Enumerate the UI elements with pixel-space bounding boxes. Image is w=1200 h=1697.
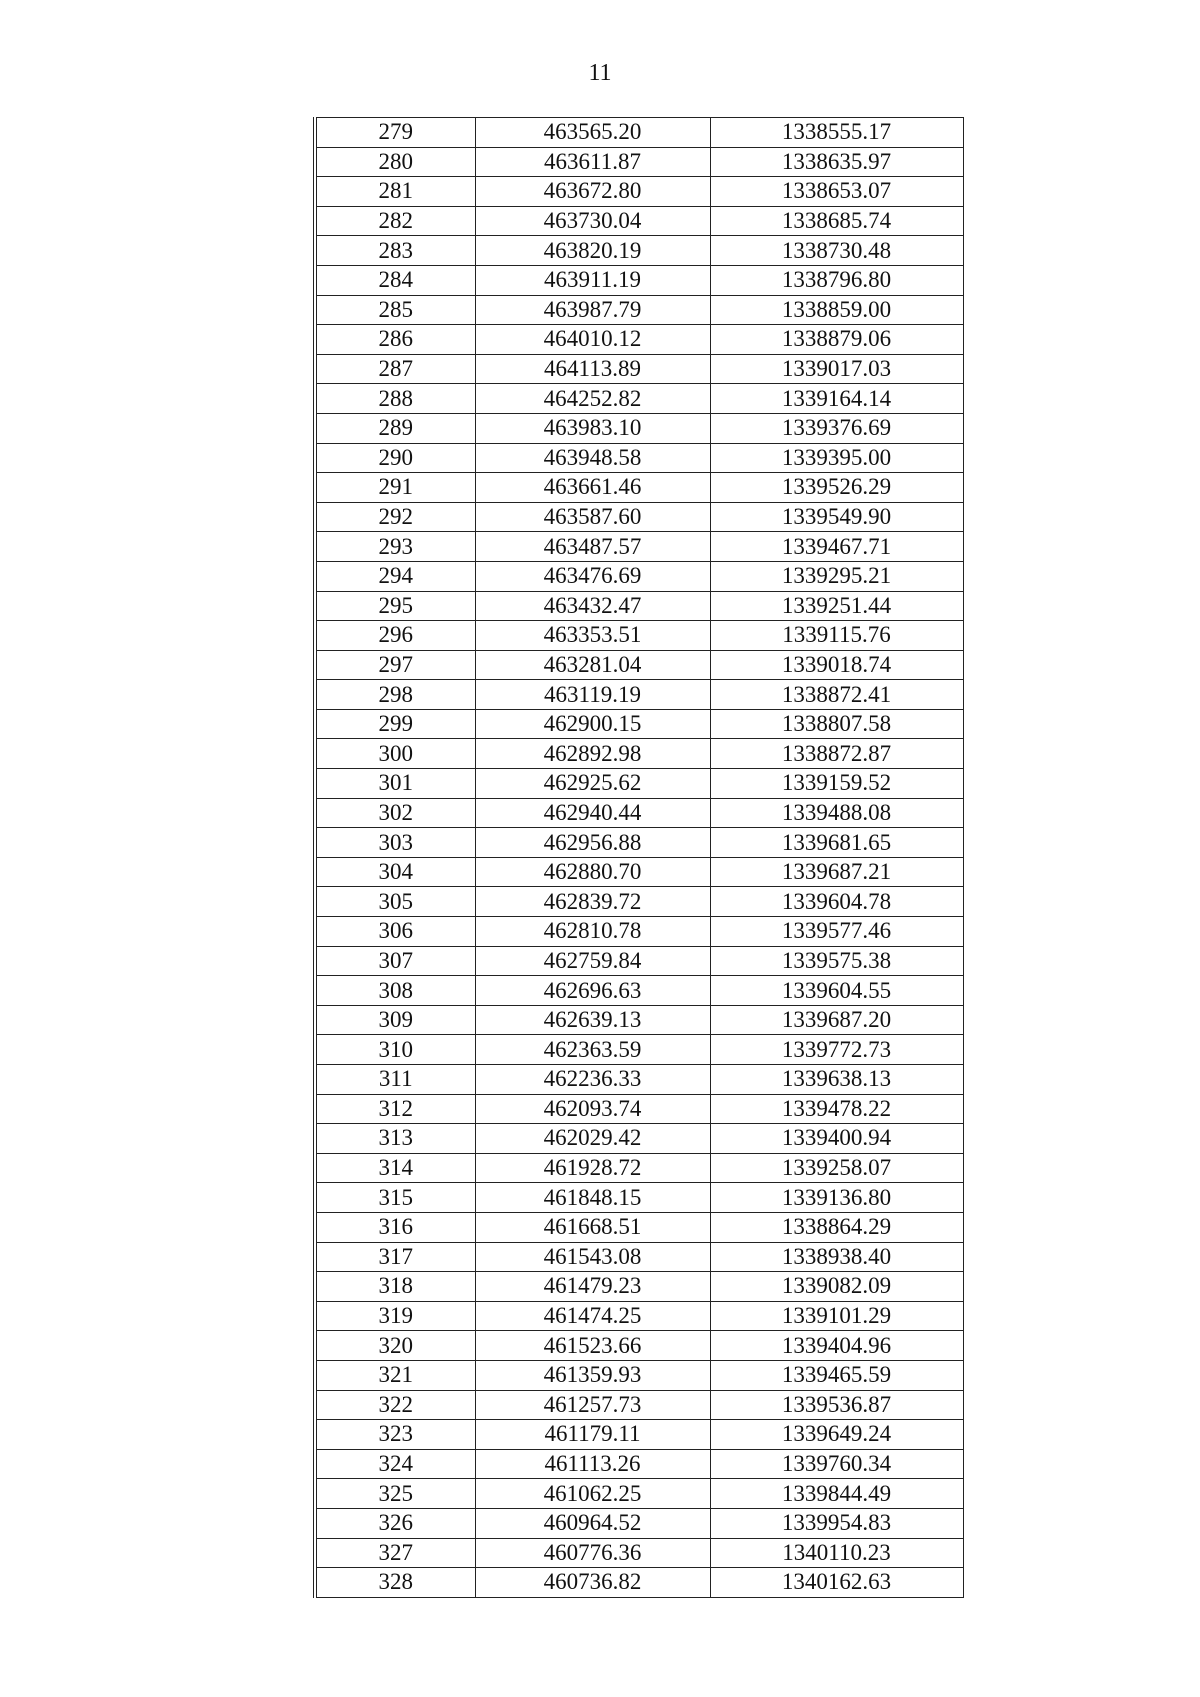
y-coordinate-cell: 1339577.46 [710,917,963,947]
y-coordinate-cell: 1339258.07 [710,1153,963,1183]
point-number-cell: 282 [315,206,475,236]
point-number-cell: 303 [315,828,475,858]
table-row [315,295,963,325]
x-coordinate-cell: 462093.74 [475,1094,710,1124]
table-row [315,946,963,976]
point-number-cell: 292 [315,502,475,532]
point-number-cell: 313 [315,1124,475,1154]
y-coordinate-cell: 1339549.90 [710,502,963,532]
y-coordinate-cell: 1339844.49 [710,1479,963,1509]
x-coordinate-cell: 463587.60 [475,502,710,532]
x-coordinate-cell: 463911.19 [475,265,710,295]
point-number-cell: 309 [315,1005,475,1035]
y-coordinate-cell: 1339604.78 [710,887,963,917]
coordinates-table-body [315,118,963,1598]
y-coordinate-cell: 1339526.29 [710,473,963,503]
coordinates-table [313,117,964,1598]
x-coordinate-cell: 463820.19 [475,236,710,266]
y-coordinate-cell: 1339136.80 [710,1183,963,1213]
x-coordinate-cell: 462029.42 [475,1124,710,1154]
point-number-cell: 284 [315,265,475,295]
y-coordinate-cell: 1339400.94 [710,1124,963,1154]
point-number-cell: 317 [315,1242,475,1272]
y-coordinate-cell: 1339687.21 [710,857,963,887]
x-coordinate-cell: 462892.98 [475,739,710,769]
point-number-cell: 285 [315,295,475,325]
y-coordinate-cell: 1339760.34 [710,1449,963,1479]
y-coordinate-cell: 1339395.00 [710,443,963,473]
y-coordinate-cell: 1338685.74 [710,206,963,236]
y-coordinate-cell: 1339251.44 [710,591,963,621]
table-row [315,118,963,148]
point-number-cell: 300 [315,739,475,769]
x-coordinate-cell: 462639.13 [475,1005,710,1035]
point-number-cell: 327 [315,1538,475,1568]
point-number-cell: 328 [315,1568,475,1598]
table-row [315,1272,963,1302]
x-coordinate-cell: 463119.19 [475,680,710,710]
table-row [315,1508,963,1538]
x-coordinate-cell: 464113.89 [475,354,710,384]
page-number: 11 [588,60,612,86]
x-coordinate-cell: 463432.47 [475,591,710,621]
x-coordinate-cell: 463948.58 [475,443,710,473]
x-coordinate-cell: 461179.11 [475,1420,710,1450]
point-number-cell: 280 [315,147,475,177]
point-number-cell: 315 [315,1183,475,1213]
point-number-cell: 324 [315,1449,475,1479]
y-coordinate-cell: 1339488.08 [710,798,963,828]
y-coordinate-cell: 1338730.48 [710,236,963,266]
point-number-cell: 295 [315,591,475,621]
x-coordinate-cell: 460736.82 [475,1568,710,1598]
table-row [315,1479,963,1509]
x-coordinate-cell: 461257.73 [475,1390,710,1420]
x-coordinate-cell: 462940.44 [475,798,710,828]
x-coordinate-cell: 462696.63 [475,976,710,1006]
point-number-cell: 288 [315,384,475,414]
point-number-cell: 301 [315,769,475,799]
y-coordinate-cell: 1338555.17 [710,118,963,148]
table-row [315,443,963,473]
x-coordinate-cell: 460964.52 [475,1508,710,1538]
table-row [315,236,963,266]
y-coordinate-cell: 1338635.97 [710,147,963,177]
x-coordinate-cell: 463487.57 [475,532,710,562]
point-number-cell: 299 [315,709,475,739]
x-coordinate-cell: 463672.80 [475,177,710,207]
y-coordinate-cell: 1338938.40 [710,1242,963,1272]
point-number-cell: 307 [315,946,475,976]
y-coordinate-cell: 1339478.22 [710,1094,963,1124]
x-coordinate-cell: 462839.72 [475,887,710,917]
table-row [315,1183,963,1213]
y-coordinate-cell: 1339115.76 [710,621,963,651]
point-number-cell: 323 [315,1420,475,1450]
point-number-cell: 314 [315,1153,475,1183]
x-coordinate-cell: 464252.82 [475,384,710,414]
y-coordinate-cell: 1339467.71 [710,532,963,562]
point-number-cell: 325 [315,1479,475,1509]
point-number-cell: 293 [315,532,475,562]
point-number-cell: 304 [315,857,475,887]
y-coordinate-cell: 1339772.73 [710,1035,963,1065]
x-coordinate-cell: 461543.08 [475,1242,710,1272]
x-coordinate-cell: 462236.33 [475,1065,710,1095]
y-coordinate-cell: 1338653.07 [710,177,963,207]
x-coordinate-cell: 463611.87 [475,147,710,177]
y-coordinate-cell: 1339017.03 [710,354,963,384]
y-coordinate-cell: 1338872.87 [710,739,963,769]
point-number-cell: 311 [315,1065,475,1095]
x-coordinate-cell: 462759.84 [475,946,710,976]
table-row [315,917,963,947]
table-row [315,325,963,355]
y-coordinate-cell: 1338796.80 [710,265,963,295]
table-row [315,502,963,532]
x-coordinate-cell: 463353.51 [475,621,710,651]
x-coordinate-cell: 461848.15 [475,1183,710,1213]
table-row [315,1390,963,1420]
table-row [315,1065,963,1095]
y-coordinate-cell: 1339681.65 [710,828,963,858]
table-row [315,532,963,562]
point-number-cell: 321 [315,1360,475,1390]
table-row [315,561,963,591]
x-coordinate-cell: 461523.66 [475,1331,710,1361]
point-number-cell: 310 [315,1035,475,1065]
table-row [315,1035,963,1065]
table-row [315,1242,963,1272]
y-coordinate-cell: 1339687.20 [710,1005,963,1035]
x-coordinate-cell: 462956.88 [475,828,710,858]
table-row [315,709,963,739]
x-coordinate-cell: 460776.36 [475,1538,710,1568]
table-row [315,177,963,207]
point-number-cell: 322 [315,1390,475,1420]
table-row [315,1538,963,1568]
y-coordinate-cell: 1339638.13 [710,1065,963,1095]
point-number-cell: 289 [315,413,475,443]
table-row [315,384,963,414]
x-coordinate-cell: 461062.25 [475,1479,710,1509]
x-coordinate-cell: 461474.25 [475,1301,710,1331]
y-coordinate-cell: 1338879.06 [710,325,963,355]
y-coordinate-cell: 1339101.29 [710,1301,963,1331]
table-row [315,798,963,828]
table-row [315,354,963,384]
y-coordinate-cell: 1339575.38 [710,946,963,976]
y-coordinate-cell: 1339404.96 [710,1331,963,1361]
table-row [315,473,963,503]
point-number-cell: 279 [315,118,475,148]
table-row [315,1449,963,1479]
x-coordinate-cell: 461359.93 [475,1360,710,1390]
point-number-cell: 305 [315,887,475,917]
table-row [315,1153,963,1183]
x-coordinate-cell: 463661.46 [475,473,710,503]
x-coordinate-cell: 463987.79 [475,295,710,325]
point-number-cell: 302 [315,798,475,828]
x-coordinate-cell: 461668.51 [475,1212,710,1242]
y-coordinate-cell: 1339649.24 [710,1420,963,1450]
table-row [315,650,963,680]
table-row [315,857,963,887]
point-number-cell: 290 [315,443,475,473]
point-number-cell: 320 [315,1331,475,1361]
table-row [315,1212,963,1242]
x-coordinate-cell: 461479.23 [475,1272,710,1302]
point-number-cell: 287 [315,354,475,384]
table-row [315,591,963,621]
table-row [315,1331,963,1361]
point-number-cell: 312 [315,1094,475,1124]
point-number-cell: 297 [315,650,475,680]
table-row [315,1360,963,1390]
x-coordinate-cell: 462925.62 [475,769,710,799]
y-coordinate-cell: 1338872.41 [710,680,963,710]
point-number-cell: 283 [315,236,475,266]
table-row [315,1420,963,1450]
y-coordinate-cell: 1339164.14 [710,384,963,414]
table-row [315,828,963,858]
table-row [315,680,963,710]
point-number-cell: 286 [315,325,475,355]
point-number-cell: 296 [315,621,475,651]
x-coordinate-cell: 463730.04 [475,206,710,236]
table-row [315,265,963,295]
x-coordinate-cell: 462900.15 [475,709,710,739]
x-coordinate-cell: 462363.59 [475,1035,710,1065]
y-coordinate-cell: 1339159.52 [710,769,963,799]
y-coordinate-cell: 1339536.87 [710,1390,963,1420]
table-row [315,621,963,651]
point-number-cell: 306 [315,917,475,947]
y-coordinate-cell: 1339082.09 [710,1272,963,1302]
table-row [315,1568,963,1598]
y-coordinate-cell: 1339465.59 [710,1360,963,1390]
y-coordinate-cell: 1340162.63 [710,1568,963,1598]
x-coordinate-cell: 461928.72 [475,1153,710,1183]
point-number-cell: 291 [315,473,475,503]
x-coordinate-cell: 464010.12 [475,325,710,355]
y-coordinate-cell: 1339954.83 [710,1508,963,1538]
point-number-cell: 281 [315,177,475,207]
table-row [315,206,963,236]
table-row [315,1005,963,1035]
table-row [315,739,963,769]
point-number-cell: 308 [315,976,475,1006]
table-row [315,1301,963,1331]
table-row [315,769,963,799]
y-coordinate-cell: 1338807.58 [710,709,963,739]
x-coordinate-cell: 462880.70 [475,857,710,887]
table-row [315,147,963,177]
y-coordinate-cell: 1340110.23 [710,1538,963,1568]
y-coordinate-cell: 1339376.69 [710,413,963,443]
table-row [315,976,963,1006]
x-coordinate-cell: 461113.26 [475,1449,710,1479]
table-row [315,887,963,917]
x-coordinate-cell: 462810.78 [475,917,710,947]
y-coordinate-cell: 1339604.55 [710,976,963,1006]
point-number-cell: 294 [315,561,475,591]
table-row [315,413,963,443]
y-coordinate-cell: 1339018.74 [710,650,963,680]
x-coordinate-cell: 463281.04 [475,650,710,680]
point-number-cell: 298 [315,680,475,710]
point-number-cell: 316 [315,1212,475,1242]
point-number-cell: 318 [315,1272,475,1302]
x-coordinate-cell: 463565.20 [475,118,710,148]
point-number-cell: 326 [315,1508,475,1538]
table-row [315,1094,963,1124]
table-row [315,1124,963,1154]
point-number-cell: 319 [315,1301,475,1331]
x-coordinate-cell: 463983.10 [475,413,710,443]
y-coordinate-cell: 1338859.00 [710,295,963,325]
y-coordinate-cell: 1338864.29 [710,1212,963,1242]
x-coordinate-cell: 463476.69 [475,561,710,591]
y-coordinate-cell: 1339295.21 [710,561,963,591]
